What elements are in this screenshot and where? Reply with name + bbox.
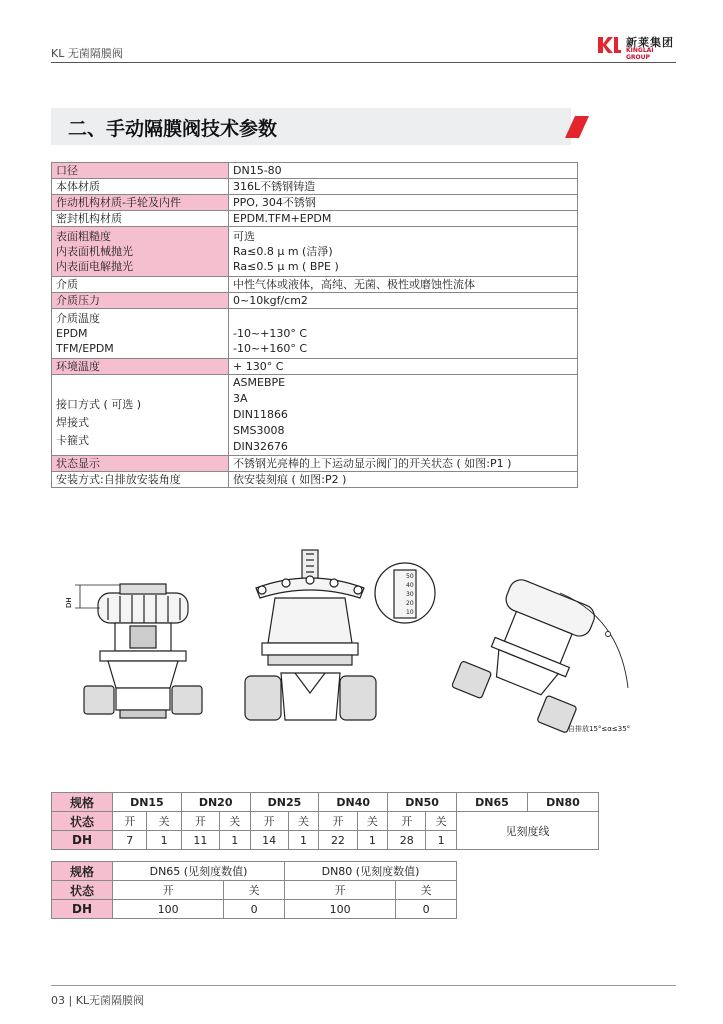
- spec-value: DIN32676: [233, 440, 288, 453]
- size-header: DN15: [113, 793, 182, 812]
- state-open: 开: [181, 812, 219, 831]
- spec-key: 表面粗糙度: [56, 230, 111, 243]
- spec-value-group: [229, 375, 578, 456]
- state-close: 关: [357, 812, 388, 831]
- state-open: 开: [250, 812, 288, 831]
- dh-value: 0: [396, 900, 457, 919]
- size-header: DN20: [181, 793, 250, 812]
- dh-value: 1: [219, 831, 250, 850]
- spec-value: SMS3008: [233, 424, 285, 437]
- spec-value: DIN11866: [233, 408, 288, 421]
- spec-key: 焊接式: [56, 415, 89, 429]
- spec-row: [52, 456, 578, 472]
- size-header: DN80 (见刻度数值): [284, 862, 456, 881]
- valve-drawings: [60, 548, 660, 748]
- section-title: 二、手动隔膜阀技术参数: [68, 118, 278, 140]
- table-row: [52, 812, 599, 831]
- spec-key: 介质温度: [56, 312, 100, 325]
- size-header: DN65 (见刻度数值): [113, 862, 285, 881]
- spec-key: 口径: [52, 163, 229, 179]
- spec-key: EPDM: [56, 327, 88, 340]
- spec-row: [52, 227, 578, 277]
- angle-note: 自排放15°≤α≤35°: [568, 725, 631, 733]
- spec-row: [52, 359, 578, 375]
- dh-table-1: [51, 792, 599, 850]
- spec-header: 规格: [52, 862, 113, 881]
- company-logo: [596, 34, 676, 61]
- spec-value: 不锈钢光亮棒的上下运动显示阀门的开关状态 ( 如图:P1 ): [229, 456, 578, 472]
- spec-value: + 130° C: [229, 359, 578, 375]
- spec-row: [52, 375, 578, 456]
- spec-key-group: [52, 309, 229, 359]
- kl-logo-icon: [596, 34, 622, 56]
- state-close: 关: [219, 812, 250, 831]
- header-divider: [51, 62, 676, 63]
- dh-value: 1: [357, 831, 388, 850]
- spec-row: [52, 163, 578, 179]
- size-header: DN25: [250, 793, 319, 812]
- scale-indicator-detail: [375, 563, 435, 623]
- spec-value: 可选: [233, 230, 255, 243]
- spec-row: [52, 309, 578, 359]
- size-header: DN80: [528, 793, 599, 812]
- spec-key: 介质: [52, 277, 229, 293]
- spec-row: [52, 195, 578, 211]
- spec-value: 中性气体或液体，高纯、无菌、极性或磨蚀性流体: [229, 277, 578, 293]
- table-row: [52, 793, 599, 812]
- logo-en-text: KINGLAI GROUP: [626, 47, 654, 61]
- spec-key: 内表面机械抛光: [56, 245, 133, 258]
- spec-value: 0~10kgf/cm2: [229, 293, 578, 309]
- spec-value: Ra≤0.8 μ m (洁淨): [233, 245, 333, 258]
- state-close: 关: [224, 881, 285, 900]
- state-close: 关: [147, 812, 181, 831]
- header-doc-title: KL 无菌隔膜阀: [51, 47, 123, 60]
- dh-value: 1: [288, 831, 319, 850]
- scale-mark-50: 50: [406, 573, 414, 580]
- spec-value: 316L不锈钢铸造: [229, 179, 578, 195]
- footer-page-label: 03 | KL无菌隔膜阀: [51, 994, 145, 1007]
- table-row: [52, 881, 457, 900]
- footer-divider: [51, 985, 676, 986]
- dh-table-2: [51, 861, 457, 919]
- dh-value: 28: [388, 831, 426, 850]
- dh-value: 14: [250, 831, 288, 850]
- spec-key: 接口方式 ( 可选 ): [56, 397, 142, 411]
- spec-key: 本体材质: [52, 179, 229, 195]
- scale-mark-40: 40: [406, 582, 414, 589]
- spec-row: [52, 277, 578, 293]
- logo-cn-text: 新莱集团: [626, 36, 674, 49]
- valve-tilted-drawing: [452, 570, 614, 733]
- spec-value: -10~+130° C: [233, 327, 308, 340]
- spec-value-group: [229, 227, 578, 277]
- dh-value: 100: [113, 900, 224, 919]
- spec-key: 安装方式:自排放安装角度: [52, 472, 229, 488]
- red-slash-icon: [565, 114, 589, 140]
- spec-key: 状态显示: [52, 456, 229, 472]
- dh-value: 100: [284, 900, 395, 919]
- state-open: 开: [113, 812, 147, 831]
- size-header: DN50: [388, 793, 457, 812]
- spec-value: Ra≤0.5 μ m ( BPE ): [233, 260, 339, 273]
- scale-mark-20: 20: [406, 600, 414, 607]
- spec-value: [233, 311, 573, 326]
- spec-key: 内表面电解抛光: [56, 260, 133, 273]
- spec-key: TFM/EPDM: [56, 342, 114, 355]
- dh-header: DH: [52, 900, 113, 919]
- spec-key: 作动机构材质-手轮及内件: [52, 195, 229, 211]
- state-close: 关: [288, 812, 319, 831]
- spec-value: DN15-80: [229, 163, 578, 179]
- size-header: DN65: [457, 793, 528, 812]
- spec-value: -10~+160° C: [233, 342, 308, 355]
- spec-value: PPO, 304不锈钢: [229, 195, 578, 211]
- spec-value: ASMEBPE: [233, 376, 286, 389]
- spec-key-group: [52, 375, 229, 456]
- state-open: 开: [388, 812, 426, 831]
- spec-value: EPDM.TFM+EPDM: [229, 211, 578, 227]
- dh-label: DH: [65, 597, 73, 608]
- table-row: [52, 900, 457, 919]
- spec-row: [52, 211, 578, 227]
- dh-value: 22: [319, 831, 357, 850]
- scale-mark-10: 10: [406, 609, 414, 616]
- state-header: 状态: [52, 881, 113, 900]
- spec-key: 卡箍式: [56, 433, 89, 447]
- spec-row: [52, 293, 578, 309]
- spec-value: 依安装刻痕 ( 如图:P2 ): [229, 472, 578, 488]
- spec-value-group: [229, 309, 578, 359]
- spec-row: [52, 179, 578, 195]
- state-open: 开: [113, 881, 224, 900]
- spec-table: [51, 162, 578, 488]
- valve-side-drawing: [245, 550, 376, 720]
- spec-key: [56, 381, 224, 396]
- scale-mark-30: 30: [406, 591, 414, 598]
- size-header: DN40: [319, 793, 388, 812]
- dh-value: 1: [147, 831, 181, 850]
- spec-key: 密封机构材质: [52, 211, 229, 227]
- state-close: 关: [396, 881, 457, 900]
- state-open: 开: [319, 812, 357, 831]
- spec-key-group: [52, 227, 229, 277]
- dh-header: DH: [52, 831, 113, 850]
- state-close: 关: [426, 812, 457, 831]
- spec-value: 3A: [233, 392, 248, 405]
- dh-value: 11: [181, 831, 219, 850]
- state-open: 开: [284, 881, 395, 900]
- dh-value: 0: [224, 900, 285, 919]
- dh-value: 7: [113, 831, 147, 850]
- spec-key: 环境温度: [52, 359, 229, 375]
- dh-value: 1: [426, 831, 457, 850]
- table-row: [52, 862, 457, 881]
- valve-front-drawing: [75, 584, 202, 718]
- see-scale-note: 见刻度线: [457, 812, 599, 850]
- spec-key: 介质压力: [52, 293, 229, 309]
- spec-header: 规格: [52, 793, 113, 812]
- spec-row: [52, 472, 578, 488]
- state-header: 状态: [52, 812, 113, 831]
